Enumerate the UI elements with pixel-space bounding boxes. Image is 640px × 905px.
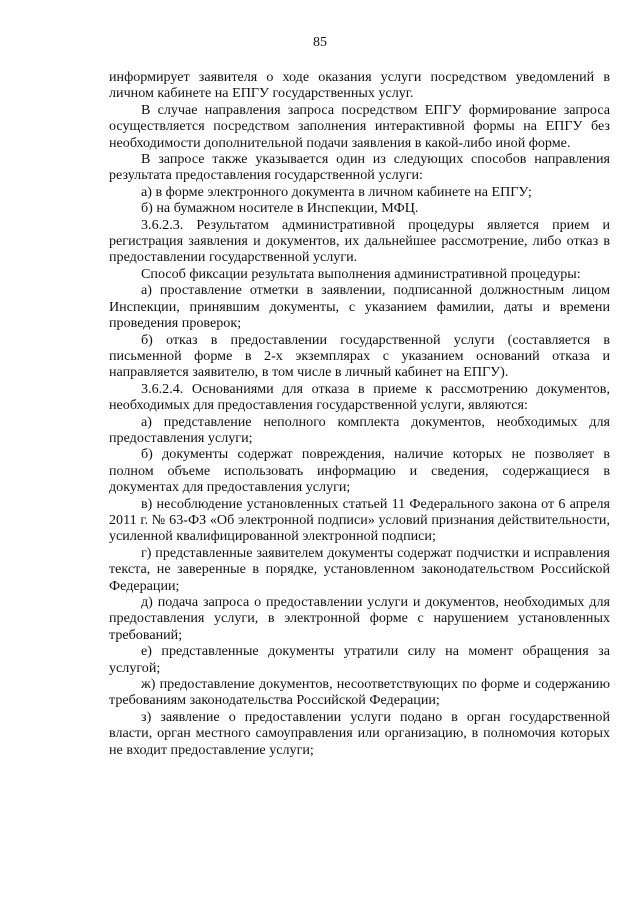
- paragraph: В случае направления запроса посредством ЕПГУ формирование запроса осуществляется посредством заполнения интерактивной формы на ЕПГУ без необходимости дополнительной подачи заявления в какой-либо иной форме.: [109, 101, 610, 151]
- paragraph: д) подача запроса о предоставлении услуги и документов, необходимых для предоставления услуги, в электронной форме с нарушением установленных требований;: [109, 594, 610, 643]
- paragraph: информирует заявителя о ходе оказания услуги посредством уведомлений в личном кабинете на ЕПГУ государственных услуг.: [109, 69, 610, 102]
- paragraph: а) проставление отметки в заявлении, подписанной должностным лицом Инспекции, принявшим документы, с указанием фамилии, даты и времени проведения проверок;: [109, 282, 610, 332]
- paragraph: б) документы содержат повреждения, наличие которых не позволяет в полном объеме использовать информацию и сведения, содержащиеся в документах для предоставления услуги;: [109, 446, 610, 496]
- paragraph: е) представленные документы утратили силу на момент обращения за услугой;: [109, 643, 610, 676]
- paragraph: з) заявление о предоставлении услуги подано в орган государственной власти, орган местного самоуправления или организацию, в полномочия которых не входит предоставление услуги;: [109, 708, 610, 758]
- paragraph: В запросе также указывается один из следующих способов направления результата предоставления государственной услуги:: [109, 151, 610, 184]
- page-number: 85: [313, 35, 327, 50]
- paragraph: а) в форме электронного документа в личном кабинете на ЕПГУ;: [141, 183, 532, 200]
- paragraph: ж) предоставление документов, несоответствующих по форме и содержанию требованиям законодательства Российской Федерации;: [109, 676, 610, 709]
- document-body: [109, 69, 610, 758]
- paragraph: а) представление неполного комплекта документов, необходимых для предоставления услуги;: [109, 413, 610, 446]
- paragraph: 3.6.2.3. Результатом административной процедуры является прием и регистрация заявления и документов, их дальнейшее рассмотрение, либо отказ в предоставлении государственной услуги.: [109, 216, 610, 266]
- paragraph: Способ фиксации результата выполнения административной процедуры:: [141, 265, 581, 282]
- paragraph: б) отказ в предоставлении государственной услуги (составляется в письменной форме в 2-х экземплярах с указанием оснований отказа и направляется заявителю, в том числе в личный кабинет на ЕПГУ).: [109, 331, 610, 381]
- paragraph: 3.6.2.4. Основаниями для отказа в приеме к рассмотрению документов, необходимых для предоставления государственной услуги, являются:: [109, 380, 610, 414]
- paragraph: в) несоблюдение установленных статьей 11 Федерального закона от 6 апреля 2011 г. № 63-ФЗ «Об электронной подписи» условий признания действительности, усиленной квалифицированной электронной подписи;: [109, 495, 610, 545]
- paragraph: г) представленные заявителем документы содержат подчистки и исправления текста, не заверенные в порядке, установленном законодательством Российской Федерации;: [109, 544, 610, 594]
- paragraph: б) на бумажном носителе в Инспекции, МФЦ.: [141, 200, 419, 217]
